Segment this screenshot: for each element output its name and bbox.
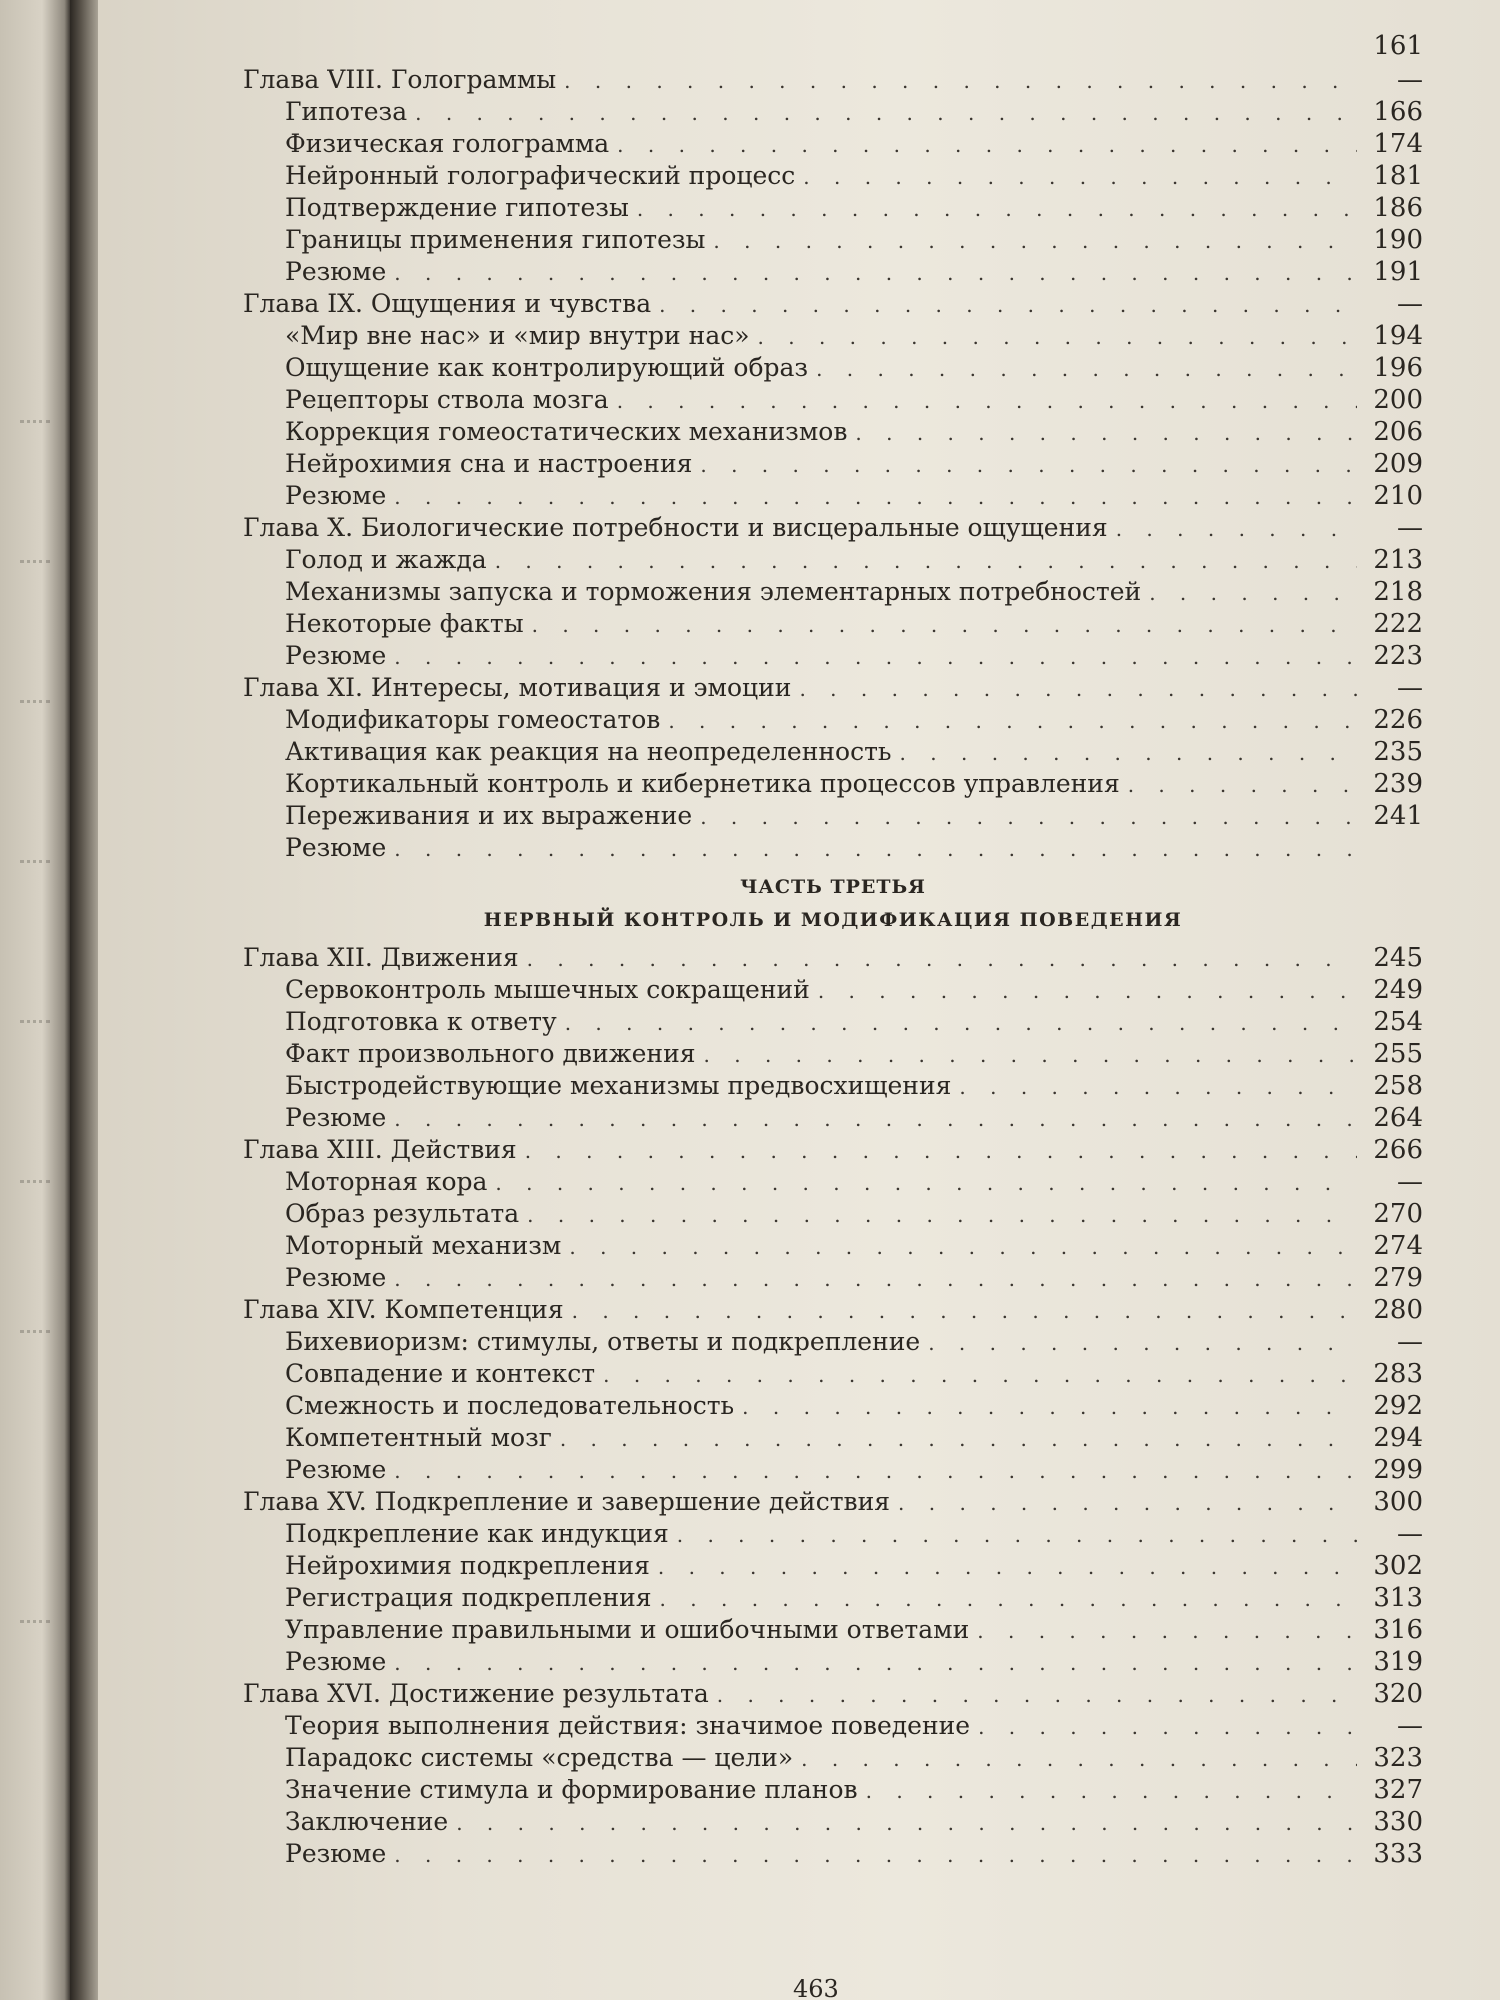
ghost-mark: [20, 860, 50, 871]
toc-section-entry: [243, 544, 1423, 576]
toc-entry-title: Глава VIII. Голограммы: [243, 65, 557, 94]
toc-section-entry: [243, 1038, 1423, 1070]
toc-entry-title: Глава XV. Подкрепление и завершение действия: [243, 1487, 891, 1516]
dot-leader: [415, 97, 1357, 129]
toc-entry-page: 330: [1373, 1807, 1423, 1837]
dot-leader: [495, 1167, 1357, 1199]
toc-entry-page: 323: [1373, 1743, 1423, 1773]
toc-part-two-entries: [243, 64, 1423, 864]
dot-leader: [717, 1679, 1357, 1711]
dot-leader: [855, 417, 1357, 449]
toc-entry-page: —: [1397, 1711, 1423, 1741]
toc-entry-title: Коррекция гомеостатических механизмов: [285, 417, 848, 446]
table-of-contents: [243, 30, 1423, 1870]
toc-section-entry: [243, 608, 1423, 640]
toc-entry-title: Некоторые факты: [285, 609, 524, 638]
dot-leader: [617, 385, 1357, 417]
toc-section-entry: [243, 352, 1423, 384]
dot-leader: [700, 801, 1357, 833]
toc-entry-page: 279: [1373, 1263, 1423, 1293]
top-page-number: 161: [1373, 31, 1423, 61]
dot-leader: [394, 481, 1357, 513]
dot-leader: [572, 1295, 1357, 1327]
dot-leader: [677, 1519, 1357, 1551]
toc-chapter-entry: [243, 672, 1423, 704]
toc-chapter-entry: [243, 1134, 1423, 1166]
toc-entry-page: 280: [1373, 1295, 1423, 1325]
toc-section-entry: [243, 768, 1423, 800]
toc-section-entry: [243, 384, 1423, 416]
dot-leader: [527, 1199, 1357, 1231]
toc-entry-title: Модификаторы гомеостатов: [285, 705, 661, 734]
toc-entry-title: Нейрохимия подкрепления: [285, 1551, 650, 1580]
toc-entry-page: 196: [1373, 353, 1423, 383]
toc-entry-page: 258: [1373, 1071, 1423, 1101]
toc-section-entry: [243, 1198, 1423, 1230]
toc-entry-title: Активация как реакция на неопределенность: [285, 737, 892, 766]
toc-section-entry: [243, 1838, 1423, 1870]
toc-entry-title: Рецепторы ствола мозга: [285, 385, 609, 414]
toc-section-entry: [243, 704, 1423, 736]
toc-entry-page: 218: [1373, 577, 1423, 607]
toc-entry-title: Бихевиоризм: стимулы, ответы и подкрепление: [285, 1327, 921, 1356]
toc-entry-page: 320: [1373, 1679, 1423, 1709]
dot-leader: [495, 545, 1357, 577]
toc-section-entry: [243, 736, 1423, 768]
toc-entry-title: Резюме: [285, 1647, 387, 1676]
toc-chapter-entry: [243, 64, 1423, 96]
toc-section-entry: [243, 448, 1423, 480]
toc-entry-page: 283: [1373, 1359, 1423, 1389]
toc-entry-page: 181: [1373, 161, 1423, 191]
toc-entry-page: 194: [1373, 321, 1423, 351]
toc-entry-page: —: [1397, 1167, 1423, 1197]
toc-part-three-entries: [243, 942, 1423, 1870]
toc-entry-title: Резюме: [285, 1103, 387, 1132]
dot-leader: [1128, 769, 1357, 801]
toc-section-entry: [243, 224, 1423, 256]
dot-leader: [977, 1615, 1357, 1647]
toc-entry-page: 166: [1373, 97, 1423, 127]
toc-entry-title: Смежность и последовательность: [285, 1391, 735, 1420]
toc-entry-title: Глава XVI. Достижение результата: [243, 1679, 709, 1708]
toc-section-entry: [243, 320, 1423, 352]
dot-leader: [532, 609, 1357, 641]
toc-entry-page: 209: [1373, 449, 1423, 479]
toc-entry-title: Глава XII. Движения: [243, 943, 519, 972]
toc-section-entry: [243, 256, 1423, 288]
toc-entry-title: Регистрация подкрепления: [285, 1583, 652, 1612]
toc-entry-title: Значение стимула и формирование планов: [285, 1775, 858, 1804]
toc-entry-page: 222: [1373, 609, 1423, 639]
dot-leader: [1116, 513, 1357, 545]
toc-entry-page: 226: [1373, 705, 1423, 735]
ghost-mark: [20, 560, 50, 571]
toc-section-entry: [243, 416, 1423, 448]
dot-leader: [700, 449, 1357, 481]
toc-entry-title: Глава XIII. Действия: [243, 1135, 517, 1164]
toc-entry-page: —: [1397, 673, 1423, 703]
toc-entry-page: 299: [1373, 1455, 1423, 1485]
toc-entry-page: 186: [1373, 193, 1423, 223]
toc-entry-page: —: [1397, 65, 1423, 95]
toc-entry-page: 235: [1373, 737, 1423, 767]
toc-entry-title: Моторная кора: [285, 1167, 488, 1196]
toc-entry-page: 245: [1373, 943, 1423, 973]
toc-entry-title: Подкрепление как индукция: [285, 1519, 669, 1548]
toc-chapter-entry: [243, 1294, 1423, 1326]
top-page-number-row: [243, 30, 1423, 64]
dot-leader: [978, 1711, 1357, 1743]
toc-entry-title: Нейронный голографический процесс: [285, 161, 796, 190]
dot-leader: [527, 943, 1357, 975]
dot-leader: [394, 1455, 1357, 1487]
toc-entry-title: Сервоконтроль мышечных сокращений: [285, 975, 810, 1004]
toc-chapter-entry: [243, 1678, 1423, 1710]
toc-entry-page: 249: [1373, 975, 1423, 1005]
toc-section-entry: [243, 800, 1423, 832]
toc-section-entry: [243, 1358, 1423, 1390]
toc-entry-page: 206: [1373, 417, 1423, 447]
page-folio: 463: [793, 1975, 839, 2000]
dot-leader: [564, 65, 1357, 97]
toc-section-entry: [243, 1710, 1423, 1742]
toc-entry-title: Переживания и их выражение: [285, 801, 693, 830]
toc-section-entry: [243, 160, 1423, 192]
toc-section-entry: [243, 1518, 1423, 1550]
toc-entry-title: Резюме: [285, 257, 387, 286]
toc-chapter-entry: [243, 288, 1423, 320]
toc-section-entry: [243, 1806, 1423, 1838]
toc-entry-page: 241: [1373, 801, 1423, 831]
toc-chapter-entry: [243, 942, 1423, 974]
toc-entry-title: Голод и жажда: [285, 545, 487, 574]
toc-section-entry: [243, 974, 1423, 1006]
toc-entry-page: 294: [1373, 1423, 1423, 1453]
toc-entry-page: 333: [1373, 1839, 1423, 1869]
toc-section-entry: [243, 1326, 1423, 1358]
dot-leader: [394, 1647, 1357, 1679]
toc-entry-page: 213: [1373, 545, 1423, 575]
dot-leader: [565, 1007, 1357, 1039]
toc-entry-title: Совпадение и контекст: [285, 1359, 596, 1388]
toc-section-entry: [243, 192, 1423, 224]
toc-entry-title: Механизмы запуска и торможения элементарных потребностей: [285, 577, 1142, 606]
dot-leader: [603, 1359, 1357, 1391]
dot-leader: [816, 353, 1357, 385]
toc-entry-page: —: [1397, 513, 1423, 543]
dot-leader: [617, 129, 1357, 161]
toc-entry-page: 313: [1373, 1583, 1423, 1613]
toc-entry-title: Глава IX. Ощущения и чувства: [243, 289, 652, 318]
ghost-mark: [20, 700, 50, 711]
dot-leader: [801, 1743, 1357, 1775]
toc-section-entry: [243, 1422, 1423, 1454]
toc-section-entry: [243, 1582, 1423, 1614]
ghost-mark: [20, 1330, 50, 1341]
toc-section-entry: [243, 1262, 1423, 1294]
toc-section-entry: [243, 1230, 1423, 1262]
toc-entry-title: Нейрохимия сна и настроения: [285, 449, 693, 478]
dot-leader: [394, 1263, 1357, 1295]
toc-entry-title: Заключение: [285, 1807, 449, 1836]
dot-leader: [394, 1103, 1357, 1135]
previous-page-edge: [0, 0, 70, 2000]
toc-section-entry: [243, 1390, 1423, 1422]
toc-entry-page: 174: [1373, 129, 1423, 159]
ghost-mark: [20, 1180, 50, 1191]
toc-section-entry: [243, 640, 1423, 672]
toc-entry-title: «Мир вне нас» и «мир внутри нас»: [285, 321, 750, 350]
toc-entry-title: Резюме: [285, 1455, 387, 1484]
toc-section-entry: [243, 1102, 1423, 1134]
dot-leader: [803, 161, 1357, 193]
toc-entry-page: 264: [1373, 1103, 1423, 1133]
toc-section-entry: [243, 480, 1423, 512]
dot-leader: [866, 1775, 1357, 1807]
dot-leader: [394, 257, 1357, 289]
toc-entry-page: 302: [1373, 1551, 1423, 1581]
toc-entry-page: 319: [1373, 1647, 1423, 1677]
toc-entry-title: Теория выполнения действия: значимое поведение: [285, 1711, 971, 1740]
toc-entry-page: 292: [1373, 1391, 1423, 1421]
dot-leader: [799, 673, 1357, 705]
toc-section-entry: [243, 96, 1423, 128]
toc-section-entry: [243, 1070, 1423, 1102]
dot-leader: [660, 1583, 1357, 1615]
toc-entry-page: 300: [1373, 1487, 1423, 1517]
toc-entry-page: 239: [1373, 769, 1423, 799]
toc-entry-page: 223: [1373, 641, 1423, 671]
toc-page: [98, 0, 1500, 2000]
dot-leader: [394, 641, 1357, 673]
toc-entry-title: Глава XIV. Компетенция: [243, 1295, 564, 1324]
toc-section-entry: [243, 1550, 1423, 1582]
toc-entry-title: Моторный механизм: [285, 1231, 562, 1260]
toc-chapter-entry: [243, 1486, 1423, 1518]
toc-section-entry: [243, 576, 1423, 608]
toc-entry-page: —: [1397, 1519, 1423, 1549]
toc-entry-title: Гипотеза: [285, 97, 408, 126]
dot-leader: [394, 1839, 1357, 1871]
toc-section-entry: [243, 1454, 1423, 1486]
toc-entry-page: 327: [1373, 1775, 1423, 1805]
dot-leader: [658, 1551, 1357, 1583]
toc-entry-title: Физическая голограмма: [285, 129, 610, 158]
part-subtitle: НЕРВНЫЙ КОНТРОЛЬ И МОДИФИКАЦИЯ ПОВЕДЕНИЯ: [483, 909, 1183, 931]
toc-entry-title: Компетентный мозг: [285, 1423, 552, 1452]
dot-leader: [668, 705, 1357, 737]
toc-entry-page: 255: [1373, 1039, 1423, 1069]
dot-leader: [959, 1071, 1357, 1103]
toc-entry-page: 190: [1373, 225, 1423, 255]
toc-entry-title: Резюме: [285, 641, 387, 670]
toc-section-entry: [243, 832, 1423, 864]
dot-leader: [713, 225, 1357, 257]
toc-entry-title: Границы применения гипотезы: [285, 225, 706, 254]
toc-section-entry: [243, 1646, 1423, 1678]
toc-entry-page: —: [1397, 1327, 1423, 1357]
part-title: ЧАСТЬ ТРЕТЬЯ: [740, 876, 926, 898]
toc-section-entry: [243, 1742, 1423, 1774]
dot-leader: [659, 289, 1357, 321]
dot-leader: [900, 737, 1357, 769]
toc-entry-title: Подготовка к ответу: [285, 1007, 557, 1036]
toc-entry-title: Резюме: [285, 1839, 387, 1868]
dot-leader: [758, 321, 1357, 353]
dot-leader: [742, 1391, 1357, 1423]
toc-entry-title: Парадокс системы «средства — цели»: [285, 1743, 794, 1772]
ghost-mark: [20, 1620, 50, 1631]
toc-entry-title: Глава X. Биологические потребности и висцеральные ощущения: [243, 513, 1108, 542]
ghost-mark: [20, 420, 50, 431]
toc-entry-title: Быстродействующие механизмы предвосхищения: [285, 1071, 952, 1100]
dot-leader: [569, 1231, 1357, 1263]
toc-entry-title: Глава XI. Интересы, мотивация и эмоции: [243, 673, 792, 702]
toc-entry-page: 316: [1373, 1615, 1423, 1645]
toc-entry-title: Факт произвольного движения: [285, 1039, 696, 1068]
toc-entry-page: 266: [1373, 1135, 1423, 1165]
toc-entry-title: Образ результата: [285, 1199, 520, 1228]
dot-leader: [560, 1423, 1357, 1455]
toc-entry-title: Резюме: [285, 481, 387, 510]
book-gutter: [70, 0, 98, 2000]
toc-entry-page: 210: [1373, 481, 1423, 511]
toc-entry-title: Ощущение как контролирующий образ: [285, 353, 809, 382]
toc-entry-page: 191: [1373, 257, 1423, 287]
dot-leader: [525, 1135, 1357, 1167]
toc-entry-title: Управление правильными и ошибочными ответами: [285, 1615, 970, 1644]
dot-leader: [637, 193, 1357, 225]
dot-leader: [818, 975, 1357, 1007]
dot-leader: [456, 1807, 1357, 1839]
toc-section-entry: [243, 128, 1423, 160]
toc-section-entry: [243, 1614, 1423, 1646]
toc-entry-page: —: [1397, 289, 1423, 319]
toc-entry-page: 274: [1373, 1231, 1423, 1261]
toc-entry-title: Подтверждение гипотезы: [285, 193, 629, 222]
dot-leader: [704, 1039, 1357, 1071]
toc-entry-title: Резюме: [285, 833, 387, 862]
toc-entry-page: 270: [1373, 1199, 1423, 1229]
dot-leader: [928, 1327, 1357, 1359]
dot-leader: [394, 833, 1357, 865]
toc-section-entry: [243, 1006, 1423, 1038]
toc-entry-title: Резюме: [285, 1263, 387, 1292]
toc-entry-page: 200: [1373, 385, 1423, 415]
ghost-mark: [20, 1020, 50, 1031]
toc-section-entry: [243, 1166, 1423, 1198]
toc-chapter-entry: [243, 512, 1423, 544]
dot-leader: [898, 1487, 1357, 1519]
toc-entry-page: 254: [1373, 1007, 1423, 1037]
dot-leader: [1149, 577, 1357, 609]
toc-entry-title: Кортикальный контроль и кибернетика процессов управления: [285, 769, 1120, 798]
toc-section-entry: [243, 1774, 1423, 1806]
